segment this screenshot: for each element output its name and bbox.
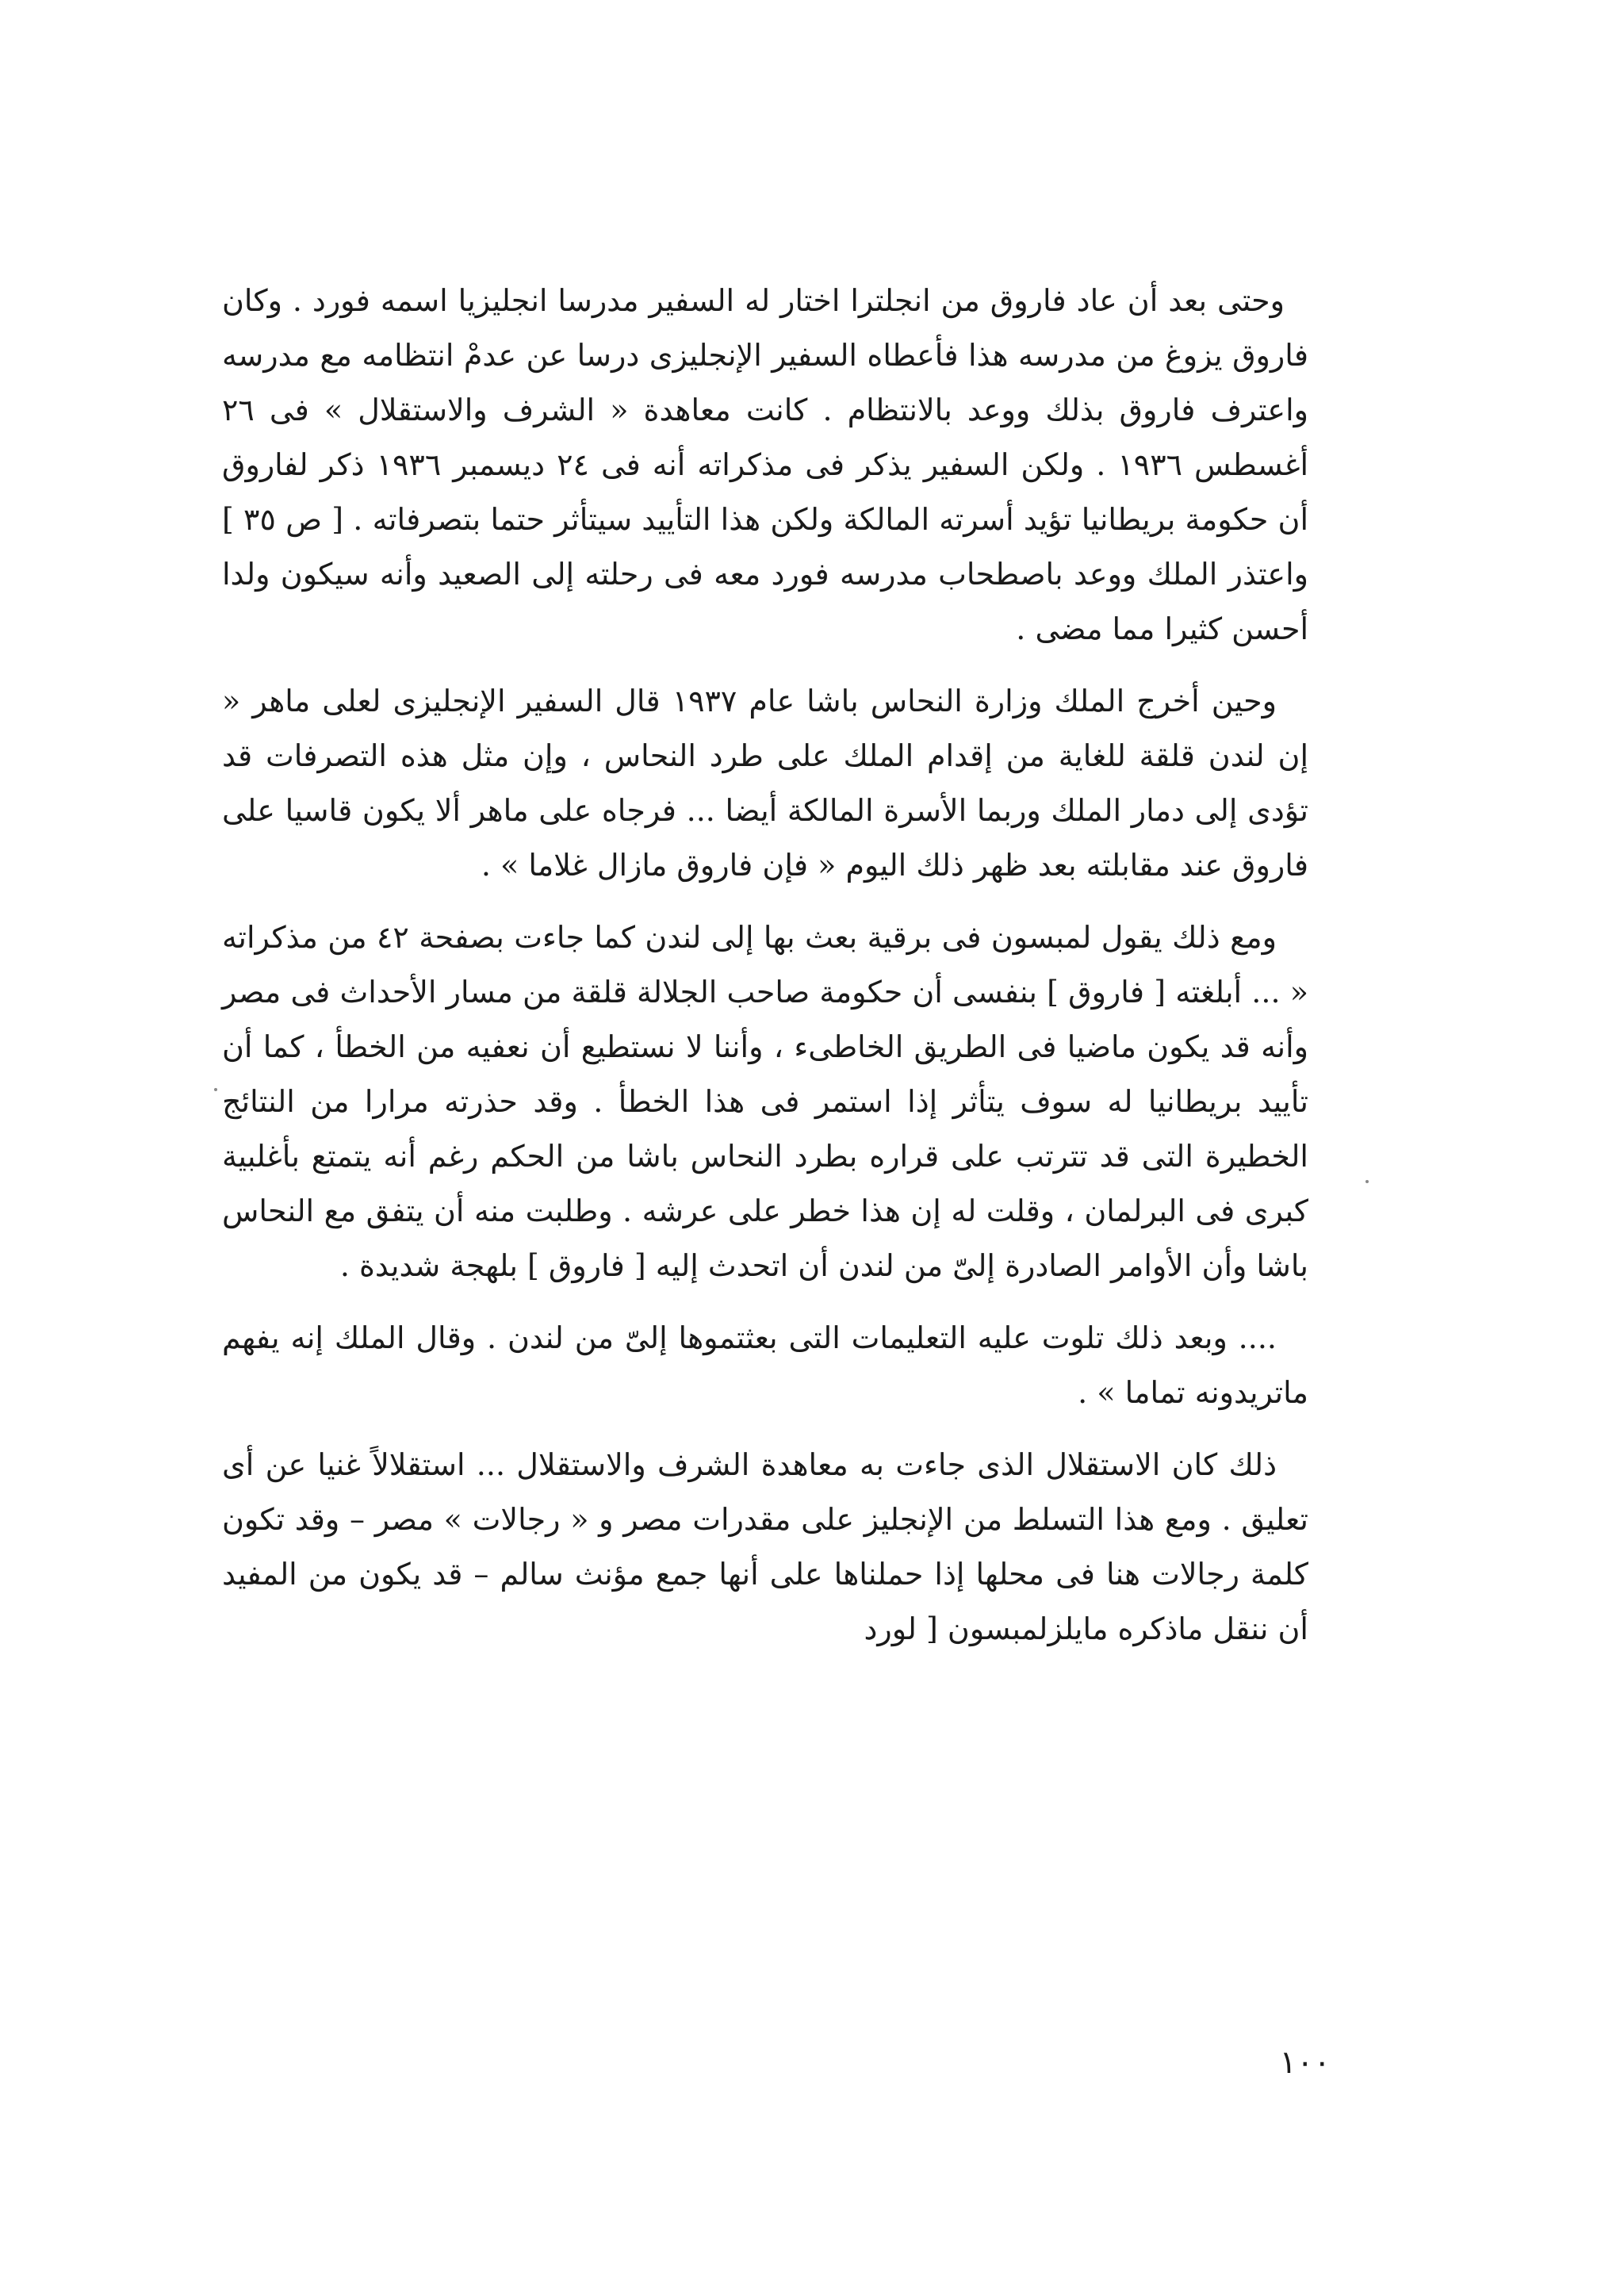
paragraph-4: .... وبعد ذلك تلوت عليه التعليمات التى بعثتموها إلىّ من لندن . وقال الملك إنه يفهم ماتريدونه تماما » . [222, 1320, 1308, 1410]
paragraph-3: ومع ذلك يقول لمبسون فى برقية بعث بها إلى لندن كما جاءت بصفحة ٤٢ من مذكراته « ... أبلغته [ فاروق ] بنفسى أن حكومة صاحب الجلالة قلقة من مسار الأحداث فى مصر وأنه قد يكون ماضيا فى الطريق الخاطىء ، وأننا لا نستطيع أن نعفيه من الخطأ ، كما أن تأييد بريطانيا له سوف يتأثر إذا استمر فى هذا الخطأ . وقد حذرته مرارا من النتائج الخطيرة التى قد تترتب على قراره بطرد النحاس باشا من الحكم رغم أنه يتمتع بأغلبية كبرى فى البرلمان ، وقلت له إن هذا خطر على عرشه . وطلبت منه أن يتفق مع النحاس باشا وأن الأوامر الصادرة إلىّ من لندن أن اتحدث إليه [ فاروق ] بلهجة شديدة . [222, 920, 1308, 1283]
paragraph-1: وحتى بعد أن عاد فاروق من انجلترا اختار له السفير مدرسا انجليزيا اسمه فورد . وكان فاروق يزوغ من مدرسه هذا فأعطاه السفير الإنجليزى درسا عن عدمْ انتظامه مع مدرسه واعترف فاروق بذلك ووعد بالانتظام . كانت معاهدة « الشرف والاستقلال » فى ٢٦ أغسطس ١٩٣٦ . ولكن السفير يذكر فى مذكراته أنه فى ٢٤ ديسمبر ١٩٣٦ ذكر لفاروق أن حكومة بريطانيا تؤيد أسرته المالكة ولكن هذا التأييد سيتأثر حتما بتصرفاته . [ ص ٣٥ ] واعتذر الملك ووعد باصطحاب مدرسه فورد معه فى رحلته إلى الصعيد وأنه سيكون ولدا أحسن كثيرا مما مضى . [222, 283, 1309, 646]
scan-speck [214, 1088, 217, 1091]
page-number: ١٠٠ [1279, 2044, 1331, 2081]
paragraph-5: ذلك كان الاستقلال الذى جاءت به معاهدة الشرف والاستقلال ... استقلالاً غنيا عن أى تعليق . ومع هذا التسلط من الإنجليز على مقدرات مصر و « رجالات » مصر – وقد تكون كلمة رجالات هنا فى محلها إذا حملناها على أنها جمع مؤنث سالم – قد يكون من المفيد أن ننقل ماذكره مايلزلمبسون [ لورد [222, 1447, 1308, 1646]
paragraph-2: وحين أخرج الملك وزارة النحاس باشا عام ١٩٣٧ قال السفير الإنجليزى لعلى ماهر « إن لندن قلقة للغاية من إقدام الملك على طرد النحاس ، وإن مثل هذه التصرفات قد تؤدى إلى دمار الملك وربما الأسرة المالكة أيضا ... فرجاه على ماهر ألا يكون قاسيا على فاروق عند مقابلته بعد ظهر ذلك اليوم « فإن فاروق مازال غلاما » . [222, 684, 1308, 883]
body-text [222, 274, 1308, 1674]
scan-speck [1365, 1180, 1369, 1183]
